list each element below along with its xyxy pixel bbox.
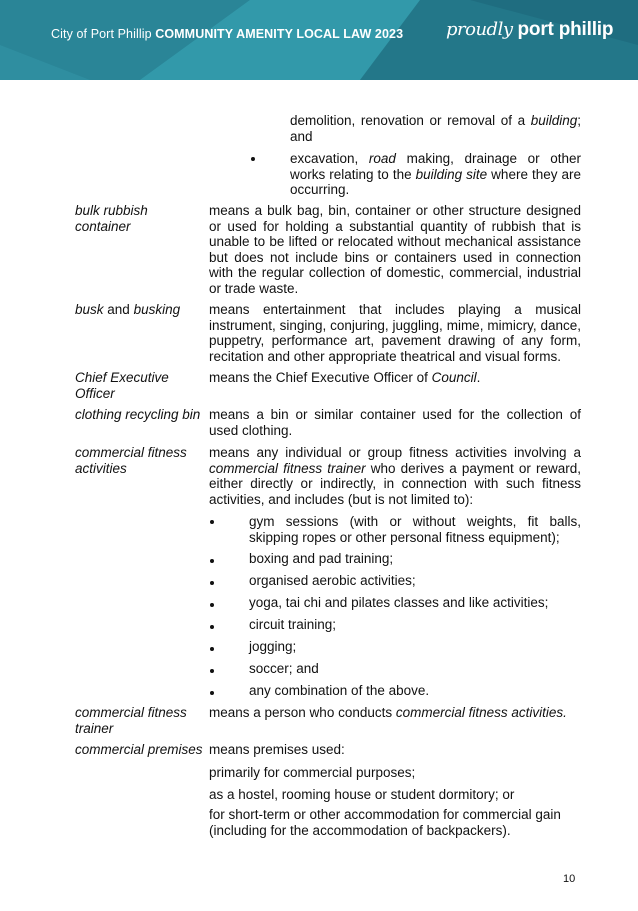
list-item: yoga, tai chi and pilates classes and like activities; — [249, 595, 549, 610]
list-item: gym sessions (with or without weights, fit balls, skipping ropes or other personal fitness equipment); — [249, 514, 581, 545]
brand-script: proudly — [446, 19, 513, 40]
term-chief-executive-officer: Chief Executive Officer — [75, 370, 169, 401]
term-busk-a: busk — [75, 302, 104, 317]
brand-name: port phillip — [517, 19, 614, 40]
term-busk-and: and — [103, 302, 134, 317]
definition-em: Council — [431, 370, 477, 385]
continuation-item — [290, 151, 581, 198]
continuation-em: building site — [415, 166, 488, 182]
list-item: primarily for commercial purposes; — [209, 765, 416, 780]
definition-clothing-recycling-bin: means a bin or similar container used for the collection of used clothing. — [209, 407, 581, 438]
continuation-text: demolition, renovation or removal of a — [290, 113, 531, 128]
page-number: 10 — [563, 873, 576, 885]
continuation-em: road — [368, 151, 396, 166]
definition-commercial-fitness-trainer — [209, 705, 581, 721]
continuation-item — [290, 113, 581, 144]
bullet-icon — [210, 581, 214, 585]
definition-busk: means entertainment that includes playing a musical instrument, singing, conjuring, juggling, mime, mimicry, dance, puppetry, performance art, pavement drawing of any form, recitation and other appropriate theatrical and visual forms. — [209, 302, 581, 364]
bullet-icon — [210, 669, 214, 673]
list-item: boxing and pad training; — [249, 551, 394, 566]
bullet-icon — [210, 691, 214, 695]
definition-em: commercial fitness trainer — [209, 460, 366, 476]
definition-text: who derives a payment or reward, either directly or indirectly, in connection with such fitness activities, and includes (but is not limited to): — [209, 460, 581, 507]
bullet-icon — [210, 520, 214, 524]
definition-text: means a person who conducts — [209, 705, 396, 720]
bullet-icon — [210, 559, 214, 563]
bullet-icon — [210, 647, 214, 651]
bullet-icon — [251, 157, 255, 161]
continuation-text: where they are occurring. — [290, 166, 582, 197]
term-busk — [75, 302, 180, 318]
list-item: circuit training; — [249, 617, 337, 632]
definition-text: means the Chief Executive Officer of — [209, 370, 432, 385]
term-commercial-fitness-trainer: commercial fitness trainer — [75, 705, 187, 736]
bullet-icon — [210, 625, 214, 629]
definition-chief-executive-officer — [209, 370, 581, 386]
continuation-text: excavation, — [290, 151, 369, 166]
continuation-em: building — [530, 113, 578, 128]
definition-text: . — [476, 370, 481, 385]
term-clothing-recycling-bin: clothing recycling bin — [75, 407, 201, 422]
definition-bulk-rubbish-container: means a bulk bag, bin, container or other structure designed or used for holding a substantial quantity of rubbish that is unable to be lifted or relocated without mechanical assistance but does not include bins or containers used in connection with the regular collection of domestic, commercial, industrial or trade waste. — [209, 203, 581, 296]
continuation-end: ; and — [290, 113, 581, 144]
term-bulk-rubbish-container: bulk rubbish container — [75, 203, 148, 234]
term-commercial-fitness-activities: commercial fitness activities — [75, 445, 187, 476]
list-item: for short-term or other accommodation for commercial gain (including for the accommodation of backpackers). — [209, 807, 561, 838]
bullet-icon — [210, 603, 214, 607]
term-commercial-premises: commercial premises — [75, 742, 203, 757]
definition-commercial-fitness-activities — [209, 445, 581, 507]
document-title-prefix: City of Port Phillip — [51, 27, 156, 41]
list-item: any combination of the above. — [249, 683, 430, 698]
list-item: organised aerobic activities; — [249, 573, 416, 588]
term-busk-b: busking — [133, 302, 181, 317]
definition-em: commercial fitness activities. — [395, 705, 567, 720]
document-title-bold: COMMUNITY AMENITY LOCAL LAW 2023 — [155, 27, 404, 41]
continuation-text: making, drainage or other works relating to the — [290, 151, 582, 182]
list-item: jogging; — [249, 639, 297, 654]
definition-commercial-premises: means premises used: — [209, 742, 345, 757]
list-item: soccer; and — [249, 661, 319, 676]
definition-text: means any individual or group fitness activities involving a — [209, 445, 581, 460]
list-item: as a hostel, rooming house or student dormitory; or — [209, 787, 515, 802]
